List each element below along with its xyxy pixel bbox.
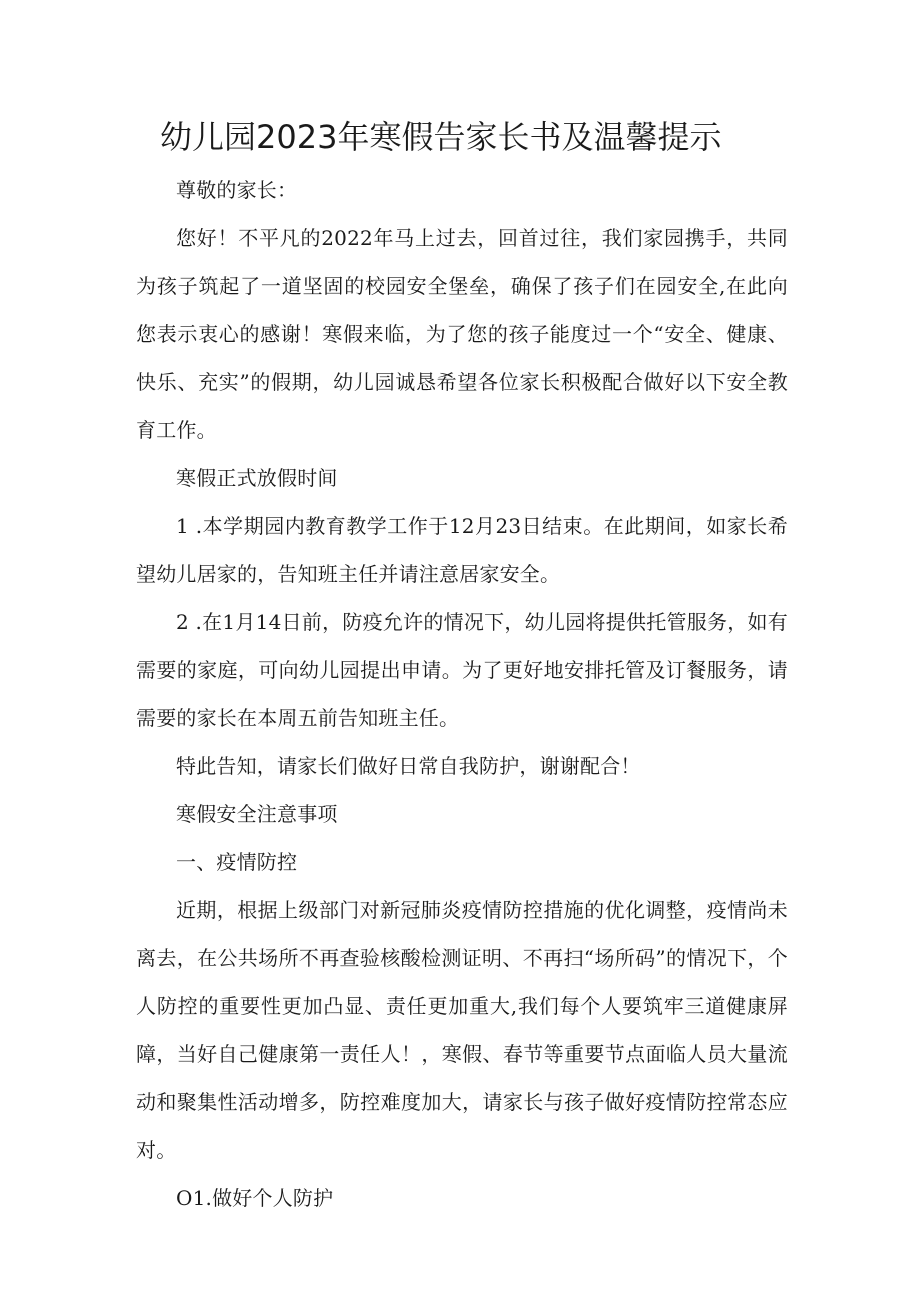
epidemic-paragraph: 近期，根据上级部门对新冠肺炎疫情防控措施的优化调整，疫情尚未离去，在公共场所不再查验核酸检测证明、不再扫“场所码”的情况下，个人防控的重要性更加凸显、责任更加重大,我们每个人要筑牢三道健康屏障，当好自己健康第一责任人！，寒假、春节等重要节点面临人员大量流动和聚集性活动增多，防控难度加大，请家长与孩子做好疫情防控常态应对。 xyxy=(136,898,788,1162)
section-heading-safety: 寒假安全注意事项 xyxy=(176,802,338,826)
document-body xyxy=(136,166,788,1222)
item-paragraph-2: 2 .在1月14日前，防疫允许的情况下，幼儿园将提供托管服务，如有需要的家庭，可向幼儿园提出申请。为了更好地安排托管及订餐服务，请需要的家长在本周五前告知班主任。 xyxy=(136,610,788,730)
intro-paragraph: 您好！不平凡的2022年马上过去，回首过往，我们家园携手，共同为孩子筑起了一道坚固的校园安全堡垒，确保了孩子们在园安全,在此向您表示衷心的感谢！寒假来临，为了您的孩子能度过一个“安全、健康、快乐、充实”的假期，幼儿园诚恳希望各位家长积极配合做好以下安全教育工作。 xyxy=(136,226,788,442)
notice-paragraph: 特此告知，请家长们做好日常自我防护，谢谢配合！ xyxy=(176,754,641,778)
salutation: 尊敬的家长： xyxy=(176,178,298,202)
section-heading-holiday-time: 寒假正式放假时间 xyxy=(176,466,338,490)
subsection-heading-epidemic: 一、疫情防控 xyxy=(176,850,298,874)
item-paragraph-1: 1 .本学期园内教育教学工作于12月23日结束。在此期间，如家长希望幼儿居家的，告知班主任并请注意居家安全。 xyxy=(136,514,788,586)
document-title: 幼儿园2023年寒假告家长书及温馨提示 xyxy=(160,118,722,156)
subsection-heading-personal-protection: O1.做好个人防护 xyxy=(176,1186,334,1210)
